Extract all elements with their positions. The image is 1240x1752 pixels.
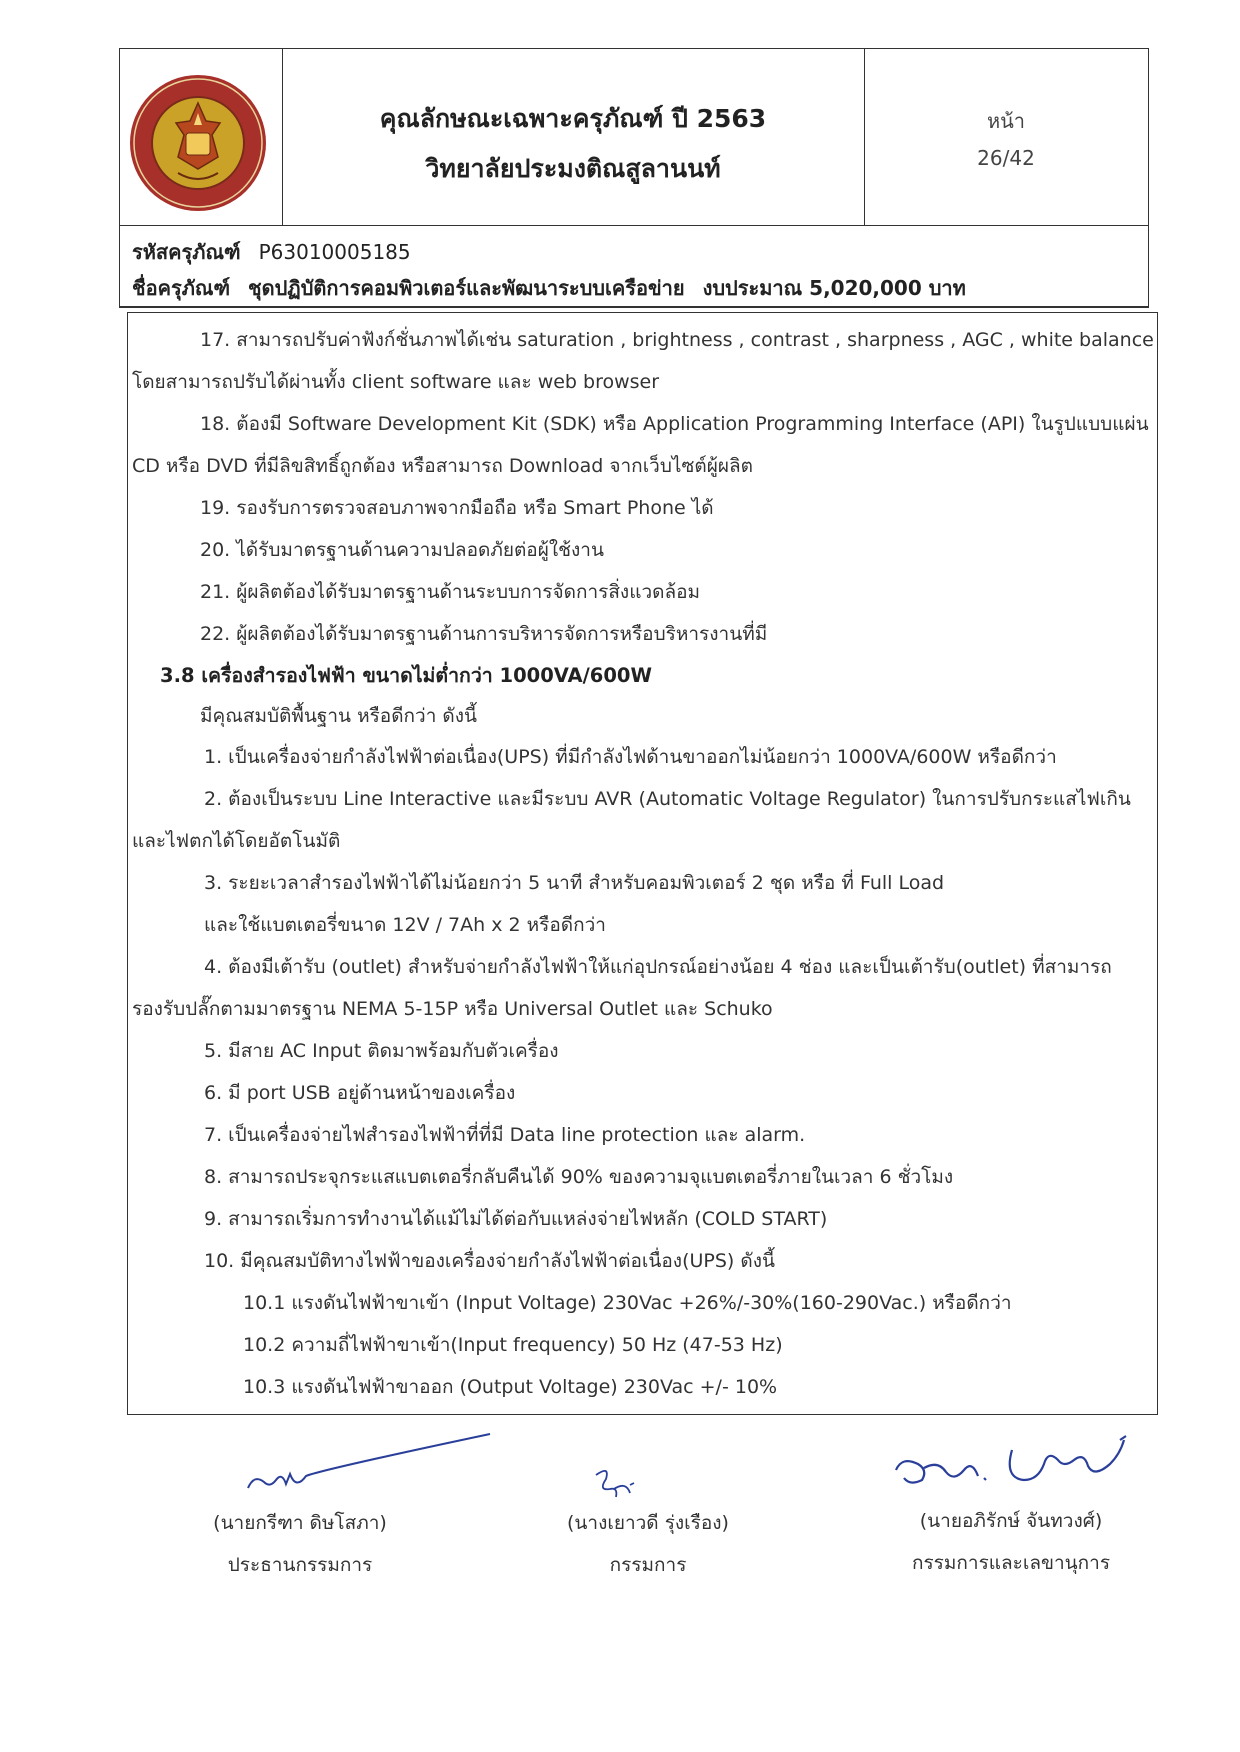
signer-role: กรรมการและเลขานุการ	[911, 1552, 1111, 1574]
spec-line: 2. ต้องเป็นระบบ Line Interactive และมีระบบ AVR (Automatic Voltage Regulator) ในการปรับกระแสไฟเกิน	[204, 788, 1131, 810]
spec-line: 22. ผู้ผลิตต้องได้รับมาตรฐานด้านการบริหารจัดการหรือบริหารงานที่มี	[200, 623, 768, 645]
spec-line: CD หรือ DVD ที่มีลิขสิทธิ์ถูกต้อง หรือสามารถ Download จากเว็บไซต์ผู้ผลิต	[132, 455, 753, 477]
budget: งบประมาณ 5,020,000 บาท	[702, 276, 966, 300]
signature-secretary	[888, 1420, 1148, 1500]
spec-line: 19. รองรับการตรวจสอบภาพจากมือถือ หรือ Smart Phone ได้	[200, 497, 714, 519]
name-label: ชื่อครุภัณฑ์	[132, 276, 231, 300]
code-value: P63010005185	[258, 240, 411, 264]
signer-role: กรรมการ	[609, 1554, 687, 1576]
spec-line: 10. มีคุณสมบัติทางไฟฟ้าของเครื่องจ่ายกำลังไฟฟ้าต่อเนื่อง(UPS) ดังนี้	[204, 1250, 775, 1272]
signer-name: (นายกรีฑา ดิษโสภา)	[213, 1512, 387, 1534]
spec-line: 6. มี port USB อยู่ด้านหน้าของเครื่อง	[204, 1082, 516, 1104]
spec-line: 17. สามารถปรับค่าฟังก์ชั่นภาพได้เช่น saturation , brightness , contrast , sharpness , AGC , white balance	[200, 329, 1154, 351]
spec-line: 5. มีสาย AC Input ติดมาพร้อมกับตัวเครื่อง	[204, 1040, 559, 1062]
signer-name: (นางเยาวดี รุ่งเรือง)	[567, 1512, 729, 1534]
page-label: หน้า	[986, 109, 1026, 133]
spec-line: 8. สามารถประจุกระแสแบตเตอรี่กลับคืนได้ 90% ของความจุแบตเตอรี่ภายในเวลา 6 ชั่วโมง	[204, 1166, 954, 1188]
section-heading: 3.8 เครื่องสำรองไฟฟ้า ขนาดไม่ต่ำกว่า 1000VA/600W	[160, 664, 652, 687]
spec-line: 10.2 ความถี่ไฟฟ้าขาเข้า(Input frequency) 50 Hz (47-53 Hz)	[243, 1334, 783, 1356]
institution-logo	[128, 73, 268, 213]
spec-line: 4. ต้องมีเต้ารับ (outlet) สำหรับจ่ายกำลังไฟฟ้าให้แก่อุปกรณ์อย่างน้อย 4 ช่อง และเป็นเต้ารับ(outlet) ที่สามารถ	[204, 956, 1112, 978]
name-value: ชุดปฏิบัติการคอมพิวเตอร์และพัฒนาระบบเครือข่าย	[248, 276, 685, 300]
institution-name: วิทยาลัยประมงติณสูลานนท์	[425, 154, 721, 183]
equipment-name-line	[132, 272, 966, 304]
spec-line: และใช้แบตเตอรี่ขนาด 12V / 7Ah x 2 หรือดีกว่า	[204, 914, 606, 936]
spec-line: 18. ต้องมี Software Development Kit (SDK) หรือ Application Programming Interface (API) ในรูปแบบแผ่น	[200, 413, 1149, 435]
signer-role: ประธานกรรมการ	[227, 1554, 373, 1576]
spec-line: รองรับปลั๊กตามมาตรฐาน NEMA 5-15P หรือ Universal Outlet และ Schuko	[132, 998, 773, 1020]
signature-chairman	[240, 1430, 500, 1500]
document-title: คุณลักษณะเฉพาะครุภัณฑ์ ปี 2563	[379, 104, 767, 133]
spec-line: 3. ระยะเวลาสำรองไฟฟ้าได้ไม่น้อยกว่า 5 นาที สำหรับคอมพิวเตอร์ 2 ชุด หรือ ที่ Full Load	[204, 872, 945, 894]
page-number: 26/42	[977, 146, 1035, 170]
signer-name: (นายอภิรักษ์ จันทวงศ์)	[919, 1510, 1103, 1532]
spec-line: มีคุณสมบัติพื้นฐาน หรือดีกว่า ดังนี้	[200, 705, 478, 727]
spec-line: 10.1 แรงดันไฟฟ้าขาเข้า (Input Voltage) 230Vac +26%/-30%(160-290Vac.) หรือดีกว่า	[243, 1292, 1012, 1314]
header-table	[119, 48, 1149, 226]
spec-line: 20. ได้รับมาตรฐานด้านความปลอดภัยต่อผู้ใช้งาน	[200, 539, 604, 561]
signature-committee	[590, 1465, 640, 1507]
spec-line: 7. เป็นเครื่องจ่ายไฟสำรองไฟฟ้าที่ที่มี Data line protection และ alarm.	[204, 1124, 806, 1146]
spec-line: 1. เป็นเครื่องจ่ายกำลังไฟฟ้าต่อเนื่อง(UPS) ที่มีกำลังไฟด้านขาออกไม่น้อยกว่า 1000VA/600W หรือดีกว่า	[204, 746, 1057, 768]
equipment-info	[119, 226, 1149, 308]
equipment-code-line	[132, 236, 411, 268]
spec-line: 21. ผู้ผลิตต้องได้รับมาตรฐานด้านระบบการจัดการสิ่งแวดล้อม	[200, 581, 701, 603]
code-label: รหัสครุภัณฑ์	[132, 240, 241, 264]
spec-line: และไฟตกได้โดยอัตโนมัติ	[132, 830, 341, 852]
header-divider	[864, 49, 865, 225]
spec-line: โดยสามารถปรับได้ผ่านทั้ง client software และ web browser	[132, 371, 660, 393]
spec-line: 10.3 แรงดันไฟฟ้าขาออก (Output Voltage) 230Vac +/- 10%	[243, 1376, 778, 1398]
spec-line: 9. สามารถเริ่มการทำงานได้แม้ไม่ได้ต่อกับแหล่งจ่ายไฟหลัก (COLD START)	[204, 1208, 828, 1230]
